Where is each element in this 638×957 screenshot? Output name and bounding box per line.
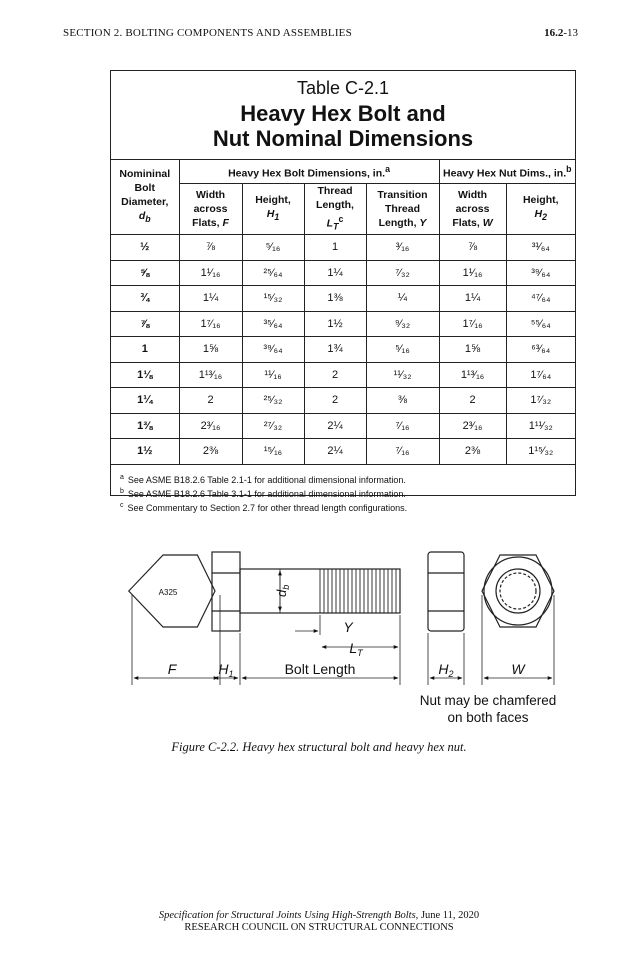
dimensions-table bbox=[111, 160, 575, 465]
cell-nominal: 1¼ bbox=[111, 388, 179, 414]
cell-transition: ⁷⁄₁₆ bbox=[366, 439, 439, 465]
table-title-area bbox=[111, 71, 575, 160]
cell-width: 1¹³⁄₁₆ bbox=[179, 362, 242, 388]
chamfer-note-line2: on both faces bbox=[447, 710, 529, 725]
cell-nut-width: ⅞ bbox=[439, 235, 506, 261]
cell-thread-length: 1⅜ bbox=[304, 286, 366, 312]
cell-transition: ⁷⁄₁₆ bbox=[366, 413, 439, 439]
dimensions-table-box bbox=[110, 70, 576, 513]
table-heading bbox=[111, 101, 575, 151]
label-transition-length: Y bbox=[343, 619, 353, 635]
cell-nut-width: 1⁷⁄₁₆ bbox=[439, 311, 506, 337]
cell-nut-width: 2⅜ bbox=[439, 439, 506, 465]
header-transition-thread-length: Transition Thread Length, Y bbox=[366, 184, 439, 235]
table-heading-line1: Heavy Hex Bolt and bbox=[240, 101, 446, 126]
table-row bbox=[111, 311, 575, 337]
header-thread-length: Thread Length, $L_T^c$ bbox=[304, 184, 366, 235]
label-width-flats: F bbox=[167, 661, 177, 677]
cell-transition: ¼ bbox=[366, 286, 439, 312]
label-thread-length: $L_T$ bbox=[349, 640, 363, 658]
cell-thread-length: 1¾ bbox=[304, 337, 366, 363]
cell-thread-length: 2 bbox=[304, 388, 366, 414]
table-number: Table C-2.1 bbox=[296, 78, 390, 98]
cell-height: ³⁵⁄₆₄ bbox=[242, 311, 304, 337]
page-number-page: -13 bbox=[563, 27, 578, 39]
cell-width: 1⅝ bbox=[179, 337, 242, 363]
cell-transition: ³⁄₁₆ bbox=[366, 235, 439, 261]
page-footer bbox=[0, 910, 638, 934]
table-row bbox=[111, 439, 575, 465]
cell-thread-length: 1½ bbox=[304, 311, 366, 337]
header-nut-width-across-flats: Width across Flats, W bbox=[439, 184, 506, 235]
cell-height: ¹¹⁄₁₆ bbox=[242, 362, 304, 388]
cell-nut-width: 2 bbox=[439, 388, 506, 414]
cell-width: 2 bbox=[179, 388, 242, 414]
running-head-section: SECTION 2. BOLTING COMPONENTS AND ASSEMBLIES bbox=[63, 27, 352, 39]
page-number bbox=[544, 27, 578, 39]
table-group-header-row bbox=[111, 160, 575, 184]
header-nut-height: Height, $H_2$ bbox=[506, 184, 575, 235]
header-nominal-diameter: Nomininal Bolt Diameter, $d_b$ bbox=[111, 160, 179, 235]
label-nut-height: $H_2$ bbox=[438, 661, 454, 679]
cell-nut-height: ⁴⁷⁄₆₄ bbox=[506, 286, 575, 312]
cell-width: ⅞ bbox=[179, 235, 242, 261]
cell-transition: ⁷⁄₃₂ bbox=[366, 260, 439, 286]
table-column-header-row bbox=[111, 184, 575, 235]
cell-height: ³⁹⁄₆₄ bbox=[242, 337, 304, 363]
cell-nut-height: ⁶³⁄₆₄ bbox=[506, 337, 575, 363]
cell-nut-height: ³⁹⁄₆₄ bbox=[506, 260, 575, 286]
nut-side-view bbox=[428, 552, 464, 631]
table-row bbox=[111, 337, 575, 363]
cell-nut-width: 1¹⁄₁₆ bbox=[439, 260, 506, 286]
table-row bbox=[111, 235, 575, 261]
cell-nominal: ⅞ bbox=[111, 311, 179, 337]
table-heading-line2: Nut Nominal Dimensions bbox=[212, 126, 474, 151]
cell-height: ⁵⁄₁₆ bbox=[242, 235, 304, 261]
cell-height: ¹⁵⁄₁₆ bbox=[242, 439, 304, 465]
bolt-threads bbox=[320, 569, 396, 613]
cell-width: 1⁷⁄₁₆ bbox=[179, 311, 242, 337]
cell-height: ¹⁵⁄₃₂ bbox=[242, 286, 304, 312]
cell-nut-height: 1¹⁵⁄₃₂ bbox=[506, 439, 575, 465]
footer-citation: Specification for Structural Joints Using High-Strength Bolts, June 11, 2020 bbox=[158, 910, 480, 921]
head-marking: A325 bbox=[158, 588, 178, 597]
cell-height: ²⁷⁄₃₂ bbox=[242, 413, 304, 439]
figure-caption: Figure C-2.2. Heavy hex structural bolt and heavy hex nut. bbox=[171, 740, 467, 754]
header-group-bolt: Heavy Hex Bolt Dimensions, in.$^a$ bbox=[179, 160, 439, 184]
cell-transition: ⁹⁄₃₂ bbox=[366, 311, 439, 337]
cell-height: ²⁵⁄₆₄ bbox=[242, 260, 304, 286]
cell-width: 2³⁄₁₆ bbox=[179, 413, 242, 439]
label-nut-width: W bbox=[511, 661, 525, 677]
footnote-c: $^c$ See Commentary to Section 2.7 for other thread length configurations. bbox=[120, 501, 408, 513]
footer-organization: RESEARCH COUNCIL ON STRUCTURAL CONNECTIONS bbox=[184, 922, 454, 933]
table-row bbox=[111, 260, 575, 286]
header-width-across-flats: Width across Flats, F bbox=[179, 184, 242, 235]
cell-nominal: ¾ bbox=[111, 286, 179, 312]
cell-nut-height: 1⁷⁄₆₄ bbox=[506, 362, 575, 388]
cell-thread-length: 2¼ bbox=[304, 439, 366, 465]
cell-nut-width: 1¹³⁄₁₆ bbox=[439, 362, 506, 388]
header-group-nut: Heavy Hex Nut Dims., in.$^b$ bbox=[439, 160, 575, 184]
cell-nut-height: ³¹⁄₆₄ bbox=[506, 235, 575, 261]
cell-thread-length: 1 bbox=[304, 235, 366, 261]
cell-width: 1¹⁄₁₆ bbox=[179, 260, 242, 286]
cell-nominal: 1 bbox=[111, 337, 179, 363]
label-bolt-length: Bolt Length bbox=[284, 661, 356, 677]
running-head bbox=[63, 27, 578, 41]
cell-nominal: ½ bbox=[111, 235, 179, 261]
bolt-nut-figure bbox=[120, 535, 580, 735]
cell-nut-height: 1¹¹⁄₃₂ bbox=[506, 413, 575, 439]
page-number-chapter: 16.2 bbox=[544, 27, 564, 39]
cell-nominal: 1½ bbox=[111, 439, 179, 465]
cell-thread-length: 1¼ bbox=[304, 260, 366, 286]
header-bolt-height: Height, $H_1$ bbox=[242, 184, 304, 235]
footnote-b: $^b$ See ASME B18.2.6 Table 3.1-1 for additional dimensional information. bbox=[120, 487, 406, 499]
cell-transition: ¹¹⁄₃₂ bbox=[366, 362, 439, 388]
table-row bbox=[111, 388, 575, 414]
cell-thread-length: 2 bbox=[304, 362, 366, 388]
cell-height: ²⁵⁄₃₂ bbox=[242, 388, 304, 414]
cell-width: 1¼ bbox=[179, 286, 242, 312]
cell-nut-width: 1¼ bbox=[439, 286, 506, 312]
cell-nominal: ⅝ bbox=[111, 260, 179, 286]
cell-nominal: 1⅜ bbox=[111, 413, 179, 439]
cell-nut-height: 1⁷⁄₃₂ bbox=[506, 388, 575, 414]
cell-thread-length: 2¼ bbox=[304, 413, 366, 439]
table-row bbox=[111, 286, 575, 312]
cell-nominal: 1⅛ bbox=[111, 362, 179, 388]
cell-nut-width: 2³⁄₁₆ bbox=[439, 413, 506, 439]
label-head-height: $H_1$ bbox=[218, 661, 234, 679]
cell-width: 2⅜ bbox=[179, 439, 242, 465]
table-row bbox=[111, 362, 575, 388]
label-bolt-diameter: $d_b$ bbox=[274, 584, 291, 597]
bolt-head-side-view bbox=[212, 552, 240, 631]
cell-transition: ⅜ bbox=[366, 388, 439, 414]
chamfer-note-line1: Nut may be chamfered bbox=[419, 693, 557, 708]
cell-nut-height: ⁵⁵⁄₆₄ bbox=[506, 311, 575, 337]
cell-transition: ⁵⁄₁₆ bbox=[366, 337, 439, 363]
table-row bbox=[111, 413, 575, 439]
table-footnotes bbox=[111, 465, 575, 514]
footnote-a: $^a$ See ASME B18.2.6 Table 2.1-1 for additional dimensional information. bbox=[120, 473, 406, 485]
cell-nut-width: 1⅝ bbox=[439, 337, 506, 363]
nut-end-view bbox=[482, 555, 554, 627]
